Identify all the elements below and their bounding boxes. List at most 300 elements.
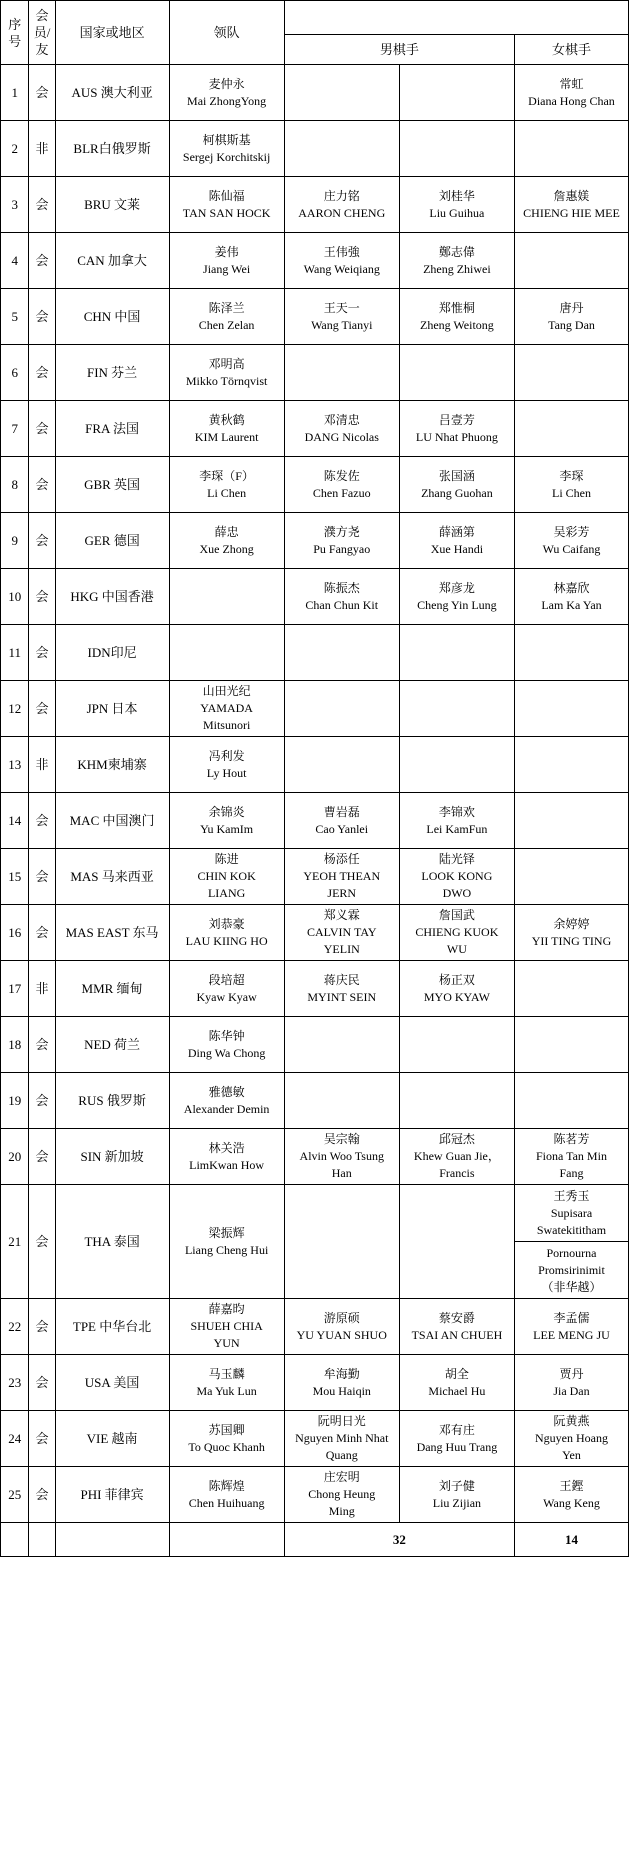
- row-leader-line: 苏国卿: [208, 1422, 245, 1437]
- row-male-1: [284, 177, 399, 233]
- row-female-line: Swatekititham: [536, 1222, 607, 1237]
- row-seq: 1: [1, 65, 29, 121]
- row-leader-line: Sergej Korchitskij: [182, 149, 271, 164]
- row-male-2: [399, 233, 514, 289]
- row-female-2-line: Pornourna: [546, 1245, 597, 1260]
- row-male-1: [284, 121, 399, 177]
- row-leader: [169, 1411, 284, 1467]
- row-seq: 11: [1, 625, 29, 681]
- row-member: 会: [29, 1017, 55, 1073]
- table-row: [1, 1411, 629, 1467]
- row-male-2-line: MYO KYAW: [423, 989, 490, 1004]
- row-country: CHN 中国: [55, 289, 169, 345]
- table-row: [1, 401, 629, 457]
- row-leader-line: Chen Huihuang: [188, 1495, 265, 1510]
- row-country: NED 荷兰: [55, 1017, 169, 1073]
- row-male-2-line: Xue Handi: [430, 541, 484, 556]
- row-male-2: [399, 1355, 514, 1411]
- table-row: [1, 233, 629, 289]
- row-member: 会: [29, 233, 55, 289]
- row-leader: [169, 1185, 284, 1299]
- table-row: [1, 1129, 629, 1185]
- row-male-2-line: 郑彦龙: [438, 580, 475, 595]
- row-male-1: [284, 793, 399, 849]
- table-row: [1, 849, 629, 905]
- row-leader-line: 邓明高: [208, 356, 245, 371]
- row-female-line: Yen: [562, 1448, 581, 1462]
- table-row: [1, 905, 629, 961]
- row-leader-line: KIM Laurent: [194, 429, 259, 444]
- row-seq: 17: [1, 961, 29, 1017]
- row-member: 非: [29, 961, 55, 1017]
- row-leader: [169, 793, 284, 849]
- row-female: [514, 1073, 628, 1129]
- row-male-2-line: LOOK KONG: [421, 869, 493, 883]
- row-female: [514, 65, 628, 121]
- total-male: 32: [284, 1523, 514, 1557]
- row-male-1-line: CALVIN TAY: [306, 925, 377, 939]
- row-male-1: [284, 233, 399, 289]
- row-member: 会: [29, 569, 55, 625]
- row-male-1-line: 牟海勤: [323, 1366, 360, 1381]
- row-female: [514, 905, 628, 961]
- header-female: 女棋手: [514, 35, 628, 65]
- row-male-1-line: 阮明日光: [317, 1414, 366, 1428]
- row-female-line: 唐丹: [559, 300, 584, 315]
- row-male-2-line: Zheng Zhiwei: [423, 261, 491, 276]
- row-female-2: [514, 1242, 628, 1299]
- row-female-line: 王鏗: [559, 1478, 584, 1493]
- row-male-1: [284, 1467, 399, 1523]
- row-female-line: Wang Keng: [543, 1495, 600, 1510]
- totals-empty-2: [29, 1523, 55, 1557]
- row-male-1-line: DANG Nicolas: [304, 429, 379, 444]
- row-female-line: 陈茗芳: [553, 1132, 590, 1146]
- row-leader-line: Yu KamIm: [200, 821, 254, 836]
- row-country: VIE 越南: [55, 1411, 169, 1467]
- row-country: JPN 日本: [55, 681, 169, 737]
- row-seq: 7: [1, 401, 29, 457]
- row-leader: [169, 681, 284, 737]
- row-leader-line: LAU KIING HO: [185, 933, 268, 948]
- row-country: FIN 芬兰: [55, 345, 169, 401]
- row-female: [514, 1355, 628, 1411]
- row-country: MAC 中国澳门: [55, 793, 169, 849]
- row-leader-line: Alexander Demin: [183, 1101, 270, 1116]
- row-leader: [169, 1467, 284, 1523]
- row-leader: [169, 905, 284, 961]
- row-male-2-line: Liu Guihua: [429, 205, 485, 220]
- row-male-1-line: 郑义霖: [323, 908, 360, 922]
- row-male-1: [284, 625, 399, 681]
- row-seq: 14: [1, 793, 29, 849]
- table-row: [1, 569, 629, 625]
- table-row: [1, 1185, 629, 1242]
- row-female: [514, 177, 628, 233]
- row-male-2-line: 陆光铎: [438, 852, 475, 866]
- row-male-2: [399, 905, 514, 961]
- row-female-line: Li Chen: [551, 485, 591, 500]
- row-country: PHI 菲律宾: [55, 1467, 169, 1523]
- row-member: 会: [29, 905, 55, 961]
- row-country: BRU 文莱: [55, 177, 169, 233]
- row-leader-line: SHUEH CHIA: [190, 1319, 263, 1333]
- row-country: TPE 中华台北: [55, 1299, 169, 1355]
- row-member: 会: [29, 1467, 55, 1523]
- row-female: [514, 961, 628, 1017]
- row-leader-line: 雅德敏: [208, 1084, 245, 1099]
- row-male-2-line: Dang Huu Trang: [416, 1439, 498, 1454]
- row-male-1: [284, 457, 399, 513]
- row-leader-line: YUN: [213, 1336, 240, 1350]
- row-member: 会: [29, 625, 55, 681]
- row-female-line: 詹惠媄: [553, 188, 590, 203]
- row-male-2: [399, 849, 514, 905]
- row-leader-line: 林关浩: [208, 1140, 245, 1155]
- row-male-1: [284, 737, 399, 793]
- row-leader-line: 陈仙福: [208, 188, 245, 203]
- row-male-1-line: 杨添任: [323, 852, 360, 866]
- row-seq: 23: [1, 1355, 29, 1411]
- row-leader: [169, 121, 284, 177]
- table-row: [1, 737, 629, 793]
- row-leader-line: 梁振辉: [208, 1225, 245, 1240]
- header-row-1: [1, 1, 629, 35]
- row-female-line: 王秀玉: [553, 1188, 590, 1203]
- row-leader: [169, 1129, 284, 1185]
- row-male-1: [284, 849, 399, 905]
- row-female-line: CHIENG HIE MEE: [523, 205, 620, 220]
- row-male-2: [399, 1073, 514, 1129]
- row-leader-line: 陈进: [214, 852, 239, 866]
- row-male-2-line: 张国涵: [438, 468, 475, 483]
- row-male-1: [284, 1017, 399, 1073]
- totals-empty-3: [55, 1523, 169, 1557]
- row-male-1-line: Nguyen Minh Nhat: [295, 1431, 389, 1445]
- row-female: [514, 1185, 628, 1242]
- row-leader-line: Mai ZhongYong: [187, 93, 267, 108]
- row-male-1-line: Chan Chun Kit: [305, 597, 379, 612]
- row-member: 会: [29, 345, 55, 401]
- row-leader-line: 余锦炎: [208, 804, 245, 819]
- table-row: [1, 177, 629, 233]
- row-country: USA 美国: [55, 1355, 169, 1411]
- row-seq: 5: [1, 289, 29, 345]
- row-male-1-line: 邓清忠: [323, 412, 360, 427]
- row-female: [514, 1017, 628, 1073]
- table-row: [1, 793, 629, 849]
- row-male-2: [399, 737, 514, 793]
- row-male-2: [399, 1185, 514, 1299]
- row-seq: 22: [1, 1299, 29, 1355]
- table-row: [1, 345, 629, 401]
- header-male: 男棋手: [284, 35, 514, 65]
- row-male-2-line: Lei KamFun: [426, 821, 488, 836]
- row-member: 非: [29, 737, 55, 793]
- row-female: [514, 401, 628, 457]
- table-row: [1, 121, 629, 177]
- row-male-1-line: Quang: [325, 1448, 358, 1462]
- row-female: [514, 121, 628, 177]
- row-leader-line: 姜伟: [214, 244, 239, 259]
- row-member: 会: [29, 1299, 55, 1355]
- row-leader-line: LimKwan How: [189, 1157, 265, 1172]
- row-female-2-line: Promsirinimit: [538, 1262, 605, 1277]
- row-male-2-line: 詹国武: [438, 908, 475, 922]
- row-member: 会: [29, 401, 55, 457]
- table-row: [1, 1017, 629, 1073]
- row-male-1-line: Chen Fazuo: [312, 485, 371, 500]
- header-member: 会员/友: [29, 1, 55, 65]
- row-country: RUS 俄罗斯: [55, 1073, 169, 1129]
- row-male-2: [399, 65, 514, 121]
- row-leader: [169, 233, 284, 289]
- row-leader: [169, 961, 284, 1017]
- row-male-1: [284, 1355, 399, 1411]
- row-country: GER 德国: [55, 513, 169, 569]
- table-row: [1, 1073, 629, 1129]
- row-leader: [169, 345, 284, 401]
- row-member: 会: [29, 793, 55, 849]
- row-seq: 9: [1, 513, 29, 569]
- row-male-1-line: Alvin Woo Tsung: [299, 1149, 384, 1163]
- row-leader-line: Kyaw Kyaw: [196, 989, 257, 1004]
- row-male-2: [399, 569, 514, 625]
- row-male-1-line: 庄力铭: [323, 188, 360, 203]
- row-male-1-line: Mou Haiqin: [312, 1383, 371, 1398]
- totals-row: [1, 1523, 629, 1557]
- row-leader: [169, 65, 284, 121]
- row-seq: 4: [1, 233, 29, 289]
- row-seq: 18: [1, 1017, 29, 1073]
- table-row: [1, 457, 629, 513]
- header-seq: 序号: [1, 1, 29, 65]
- row-female-line: Fang: [559, 1166, 584, 1180]
- row-female: [514, 1411, 628, 1467]
- table-row: [1, 1355, 629, 1411]
- row-male-1-line: 庄宏明: [323, 1470, 360, 1484]
- row-male-2-line: Liu Zijian: [432, 1495, 482, 1510]
- row-leader-line: 薛嘉昀: [208, 1302, 245, 1316]
- row-member: 会: [29, 1129, 55, 1185]
- row-male-1: [284, 1299, 399, 1355]
- row-female-line: 李琛: [559, 468, 584, 483]
- row-seq: 25: [1, 1467, 29, 1523]
- row-male-1-line: 陈振杰: [323, 580, 360, 595]
- row-member: 会: [29, 681, 55, 737]
- header-players-group: [284, 1, 628, 35]
- row-country: FRA 法国: [55, 401, 169, 457]
- row-female: [514, 289, 628, 345]
- row-seq: 6: [1, 345, 29, 401]
- row-leader-line: 陈华钟: [208, 1028, 245, 1043]
- row-leader-line: 山田光纪: [202, 684, 251, 698]
- totals-empty-1: [1, 1523, 29, 1557]
- row-female-line: Supisara: [550, 1205, 593, 1220]
- row-female-line: 常虹: [559, 76, 584, 91]
- row-male-1-line: YELIN: [323, 942, 360, 956]
- row-leader: [169, 1299, 284, 1355]
- row-male-2: [399, 1299, 514, 1355]
- row-leader-line: 段培超: [208, 972, 245, 987]
- row-leader-line: CHIN KOK: [197, 869, 256, 883]
- row-leader-line: To Quoc Khanh: [188, 1439, 265, 1454]
- row-male-2-line: 胡全: [444, 1366, 469, 1381]
- row-female: [514, 513, 628, 569]
- row-male-1: [284, 1129, 399, 1185]
- row-male-2-line: WU: [446, 942, 467, 956]
- row-leader: [169, 513, 284, 569]
- row-leader-line: Liang Cheng Hui: [184, 1242, 269, 1257]
- row-male-1-line: YEOH THEAN: [303, 869, 381, 883]
- row-male-1-line: 王天一: [323, 300, 360, 315]
- row-male-1-line: AARON CHENG: [298, 205, 386, 220]
- row-male-1: [284, 289, 399, 345]
- table-row: [1, 289, 629, 345]
- row-female-line: Jia Dan: [553, 1383, 590, 1398]
- row-seq: 10: [1, 569, 29, 625]
- row-country: IDN印尼: [55, 625, 169, 681]
- row-seq: 19: [1, 1073, 29, 1129]
- row-female: [514, 849, 628, 905]
- row-leader-line: Chen Zelan: [198, 317, 255, 332]
- row-female-line: 林嘉欣: [553, 580, 590, 595]
- row-male-1: [284, 513, 399, 569]
- row-female-line: 贾丹: [559, 1366, 584, 1381]
- table-row: [1, 961, 629, 1017]
- row-female-line: Fiona Tan Min: [536, 1149, 607, 1163]
- header-leader: 领队: [169, 1, 284, 65]
- row-female: [514, 793, 628, 849]
- row-leader-line: Ding Wa Chong: [187, 1045, 266, 1060]
- row-member: 会: [29, 65, 55, 121]
- row-female: [514, 345, 628, 401]
- row-male-2-line: 刘子健: [438, 1478, 475, 1493]
- row-male-1-line: 游原硕: [323, 1310, 360, 1325]
- row-male-2: [399, 681, 514, 737]
- row-female-line: Tang Dan: [548, 317, 595, 332]
- row-male-1-line: 王伟強: [323, 244, 360, 259]
- row-seq: 15: [1, 849, 29, 905]
- row-male-2-line: 邱冠杰: [438, 1132, 475, 1146]
- totals-empty-4: [169, 1523, 284, 1557]
- row-male-1: [284, 681, 399, 737]
- row-female-line: YII TING TING: [531, 933, 612, 948]
- row-male-2: [399, 961, 514, 1017]
- row-male-2-line: 鄭志偉: [438, 244, 475, 259]
- row-male-2-line: 薛涵第: [438, 524, 475, 539]
- row-country: HKG 中国香港: [55, 569, 169, 625]
- row-member: 会: [29, 457, 55, 513]
- row-female: [514, 569, 628, 625]
- row-female-line: Wu Caifang: [542, 541, 601, 556]
- row-female-line: 李孟儒: [553, 1310, 590, 1325]
- row-female: [514, 1129, 628, 1185]
- row-leader: [169, 289, 284, 345]
- row-male-1-line: 曹岩磊: [323, 804, 360, 819]
- row-leader-line: 刘恭豪: [208, 916, 245, 931]
- row-leader: [169, 1073, 284, 1129]
- row-leader-line: Ma Yuk Lun: [196, 1383, 257, 1398]
- row-country: BLR白俄罗斯: [55, 121, 169, 177]
- row-leader-line: TAN SAN HOCK: [182, 205, 271, 220]
- row-male-1-line: JERN: [327, 886, 357, 900]
- row-country: CAN 加拿大: [55, 233, 169, 289]
- row-leader-line: Ly Hout: [206, 765, 247, 780]
- row-male-2: [399, 401, 514, 457]
- row-female: [514, 625, 628, 681]
- row-male-2-line: 李锦欢: [438, 804, 475, 819]
- row-male-1-line: Han: [331, 1166, 352, 1180]
- row-leader-line: 柯棋斯基: [202, 132, 251, 147]
- row-male-2-line: 杨正双: [438, 972, 475, 987]
- row-leader: [169, 457, 284, 513]
- header-country: 国家或地区: [55, 1, 169, 65]
- row-leader-line: YAMADA: [200, 701, 253, 715]
- row-leader-line: 冯利发: [208, 748, 245, 763]
- row-member: 会: [29, 1411, 55, 1467]
- row-leader-line: Li Chen: [207, 485, 247, 500]
- row-male-2: [399, 625, 514, 681]
- row-country: AUS 澳大利亚: [55, 65, 169, 121]
- row-seq: 3: [1, 177, 29, 233]
- row-leader: [169, 625, 284, 681]
- row-leader: [169, 737, 284, 793]
- row-male-1: [284, 401, 399, 457]
- row-male-2: [399, 1411, 514, 1467]
- row-male-2: [399, 177, 514, 233]
- row-male-2-line: Zhang Guohan: [421, 485, 493, 500]
- row-country: SIN 新加坡: [55, 1129, 169, 1185]
- row-male-1-line: 蒋庆民: [323, 972, 360, 987]
- row-female-line: Lam Ka Yan: [541, 597, 602, 612]
- row-male-2-line: Francis: [439, 1166, 475, 1180]
- row-male-2-line: Khew Guan Jie，: [413, 1149, 500, 1163]
- row-male-2-line: Zheng Weitong: [419, 317, 494, 332]
- row-female-line: Nguyen Hoang: [534, 1431, 608, 1445]
- row-male-1: [284, 1073, 399, 1129]
- row-country: KHM柬埔寨: [55, 737, 169, 793]
- row-country: MMR 缅甸: [55, 961, 169, 1017]
- row-leader-line: 麦仲永: [208, 76, 245, 91]
- row-male-1: [284, 1185, 399, 1299]
- row-seq: 20: [1, 1129, 29, 1185]
- table-row: [1, 1467, 629, 1523]
- row-male-2-line: 蔡安爵: [438, 1310, 475, 1325]
- row-male-1-line: 陈发佐: [323, 468, 360, 483]
- table-row: [1, 65, 629, 121]
- row-female-line: 阮黄燕: [553, 1414, 590, 1428]
- row-country: GBR 英国: [55, 457, 169, 513]
- row-member: 会: [29, 513, 55, 569]
- row-male-1-line: Ming: [328, 1504, 355, 1518]
- row-male-2-line: 刘桂华: [438, 188, 475, 203]
- row-country: MAS 马来西亚: [55, 849, 169, 905]
- row-leader-line: 陈辉煌: [208, 1478, 245, 1493]
- row-male-1: [284, 65, 399, 121]
- row-seq: 16: [1, 905, 29, 961]
- row-male-1-line: YU YUAN SHUO: [296, 1327, 387, 1342]
- row-leader-line: 黄秋鹤: [208, 412, 245, 427]
- row-seq: 13: [1, 737, 29, 793]
- row-female: [514, 233, 628, 289]
- row-male-2-line: Cheng Yin Lung: [417, 597, 497, 612]
- row-seq: 12: [1, 681, 29, 737]
- row-member: 会: [29, 177, 55, 233]
- row-male-2-line: LU Nhat Phuong: [415, 429, 498, 444]
- row-female: [514, 457, 628, 513]
- row-male-1-line: Wang Weiqiang: [303, 261, 380, 276]
